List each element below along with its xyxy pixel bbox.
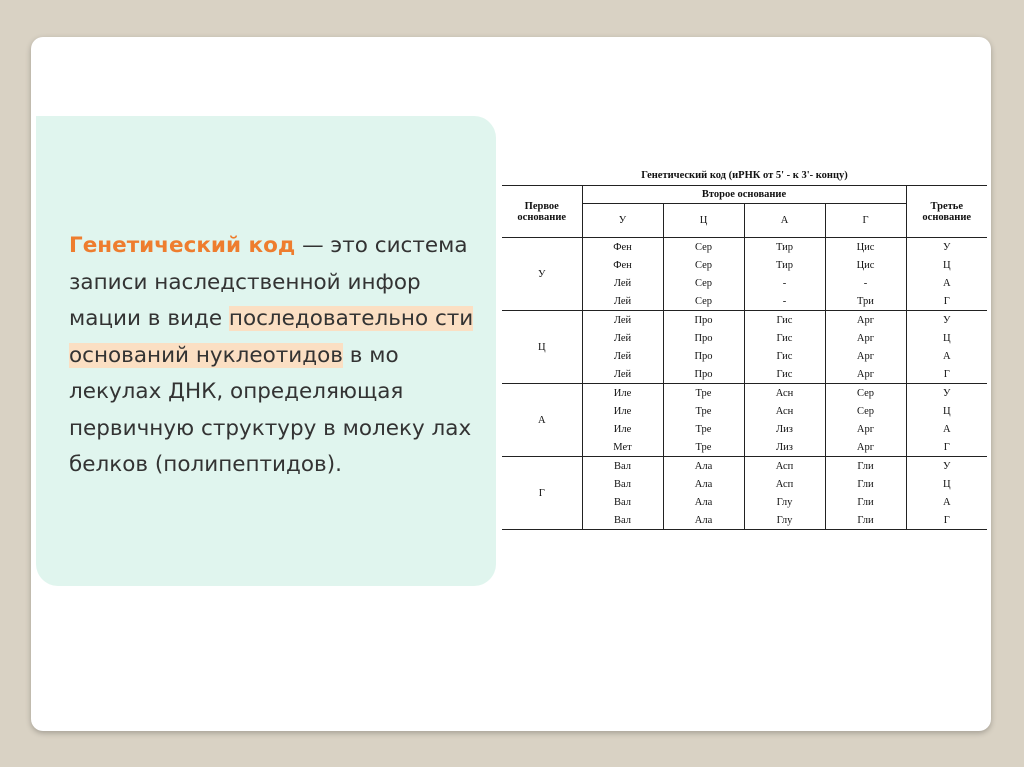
amino-acid-cell: Гис [744,329,825,347]
amino-acid-cell: Глу [744,493,825,511]
third-base-cell: А [906,347,987,365]
definition-highlight: последовательно сти оснований нуклеотидов [69,306,474,368]
amino-acid-cell: Сер [856,387,875,399]
definition-part2: в мо лекулах ДНК, определяющая первичную структуру в молеку лах белков (полипептидов). [69,342,472,477]
amino-acid-cell: Цис [856,241,875,253]
first-base-cell: У [502,238,582,311]
amino-acid-cell: Сер [663,292,744,311]
amino-acid-cell: - [744,292,825,311]
amino-acid-cell: Тир [744,256,825,274]
amino-acid-cell: Гис [744,311,825,330]
amino-acid-cell: Фен [582,256,663,274]
amino-acid-cell: Тре [663,420,744,438]
amino-acid-cell: Иле [582,402,663,420]
header-base-g: Г [825,204,906,238]
third-base-cell: Г [906,365,987,384]
definition-term: Генетический код [69,233,296,258]
amino-acid-cell: Арг [856,423,875,435]
amino-acid-cell: Ала [663,511,744,530]
amino-acid-cell: Арг [825,365,906,384]
amino-acid-cell: Иле [582,384,663,403]
amino-acid-cell: Три [825,292,906,311]
amino-acid-cell: Про [663,365,744,384]
first-base-cell: Ц [502,311,582,384]
amino-acid-cell: Гли [825,511,906,530]
definition-part1: — это система записи наследственной инфор мации в виде [69,233,468,331]
amino-acid-cell: Лиз [744,438,825,457]
amino-acid-cell: Про [663,347,744,365]
amino-acid-cell: Тре [663,384,744,403]
header-first-base: Первое основание [502,186,582,238]
amino-acid-cell: Гли [857,478,874,490]
amino-acid-cell: Ала [663,457,744,476]
first-base-cell: А [502,384,582,457]
amino-acid-cell: - [863,277,868,289]
amino-acid-cell: Про [663,329,744,347]
amino-acid-cell: Тир [744,238,825,257]
table-row [502,311,987,330]
amino-acid-cell: Сер [663,274,744,292]
amino-acid-cell: Гли [857,460,874,472]
amino-acid-cell: Цис [856,259,875,271]
amino-acid-cell: Про [663,311,744,330]
amino-acid-cell: Арг [856,314,875,326]
amino-acid-cell: Асн [744,384,825,403]
third-base-cell: Г [906,511,987,530]
header-third-base: Третье основание [906,186,987,238]
amino-acid-cell: Арг [856,332,875,344]
amino-acid-cell: Вал [582,511,663,530]
amino-acid-cell: Лей [582,311,663,330]
third-base-cell: У [906,311,987,330]
third-base-cell: У [906,384,987,403]
amino-acid-cell: Вал [582,475,663,493]
third-base-cell: Ц [906,329,987,347]
amino-acid-cell: Фен [582,238,663,257]
codon-table [502,185,987,530]
amino-acid-cell: Тре [663,402,744,420]
amino-acid-cell: Иле [582,420,663,438]
third-base-cell: А [906,493,987,511]
amino-acid-cell: Лей [582,274,663,292]
amino-acid-cell: Гис [744,365,825,384]
amino-acid-cell: Мет [582,438,663,457]
third-base-cell: Ц [906,256,987,274]
amino-acid-cell: Вал [582,493,663,511]
amino-acid-cell: Лей [582,347,663,365]
amino-acid-cell: Лей [582,329,663,347]
amino-acid-cell: Сер [663,256,744,274]
third-base-cell: У [906,457,987,476]
amino-acid-cell: Асн [744,402,825,420]
amino-acid-cell: Асп [744,475,825,493]
amino-acid-cell: Лей [582,365,663,384]
third-base-cell: Ц [906,402,987,420]
amino-acid-cell: Арг [856,350,875,362]
third-base-cell: А [906,274,987,292]
third-base-cell: У [906,238,987,257]
amino-acid-cell: Сер [856,405,875,417]
amino-acid-cell: Гис [744,347,825,365]
third-base-cell: Г [906,292,987,311]
amino-acid-cell: Вал [582,457,663,476]
first-base-cell: Г [502,457,582,530]
amino-acid-cell: Тре [663,438,744,457]
amino-acid-cell: Сер [663,238,744,257]
header-base-u: У [582,204,663,238]
amino-acid-cell: - [744,274,825,292]
amino-acid-cell: Гли [857,496,874,508]
header-second-base: Второе основание [582,186,906,204]
third-base-cell: Г [906,438,987,457]
table-row [502,384,987,403]
header-base-c: Ц [663,204,744,238]
table-body [502,238,987,530]
amino-acid-cell: Глу [744,511,825,530]
table-row [502,238,987,257]
third-base-cell: А [906,420,987,438]
amino-acid-cell: Лей [582,292,663,311]
amino-acid-cell: Ала [663,493,744,511]
header-base-a: А [744,204,825,238]
genetic-code-table [502,170,987,530]
definition-text [69,228,489,484]
amino-acid-cell: Лиз [744,420,825,438]
amino-acid-cell: Арг [825,438,906,457]
table-row [502,457,987,476]
table-caption: Генетический код (иРНК от 5' - к 3'- концу) [641,170,848,181]
third-base-cell: Ц [906,475,987,493]
amino-acid-cell: Асп [744,457,825,476]
amino-acid-cell: Ала [663,475,744,493]
